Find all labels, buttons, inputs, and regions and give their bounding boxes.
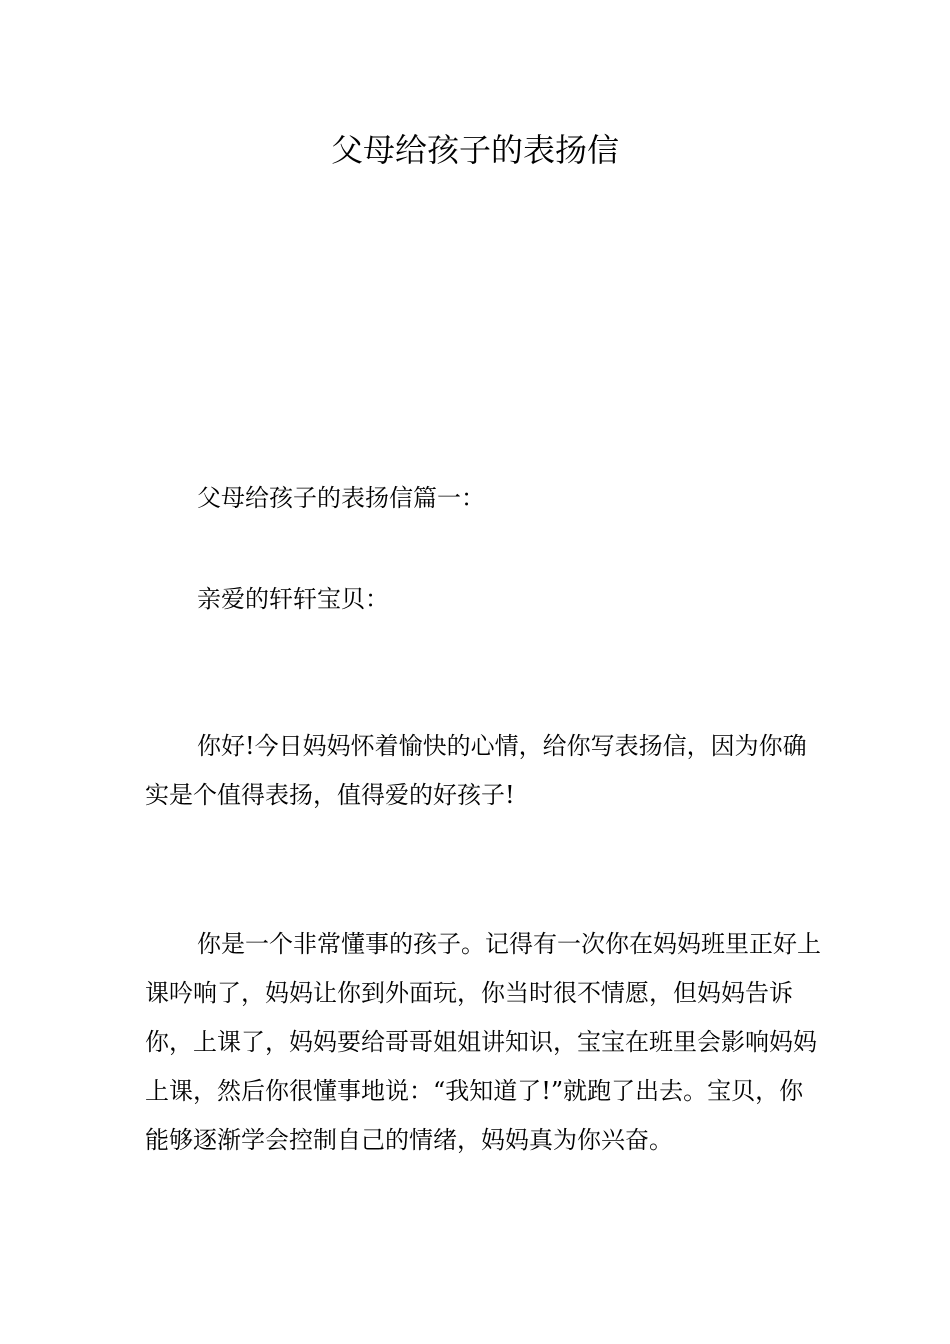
letter-salutation: 亲爱的轩轩宝贝：	[197, 585, 389, 613]
body-paragraph: 你是一个非常懂事的孩子。记得有一次你在妈妈班里正好上课吟响了，妈妈让你到外面玩，你当时很不情愿，但妈妈告诉你，上课了，妈妈要给哥哥姐姐讲知识，宝宝在班里会影响妈妈上课，然后你很懂事地说：“我知道了!”就跑了出去。宝贝，你能够逐渐学会控制自己的情绪，妈妈真为你兴奋。	[145, 930, 821, 1154]
body-paragraph: 你好!今日妈妈怀着愉快的心情，给你写表扬信，因为你确实是个值得表扬，值得爱的好孩子!	[145, 732, 807, 809]
section-heading: 父母给孩子的表扬信篇一：	[197, 484, 485, 512]
document-title: 父母给孩子的表扬信	[330, 131, 619, 169]
